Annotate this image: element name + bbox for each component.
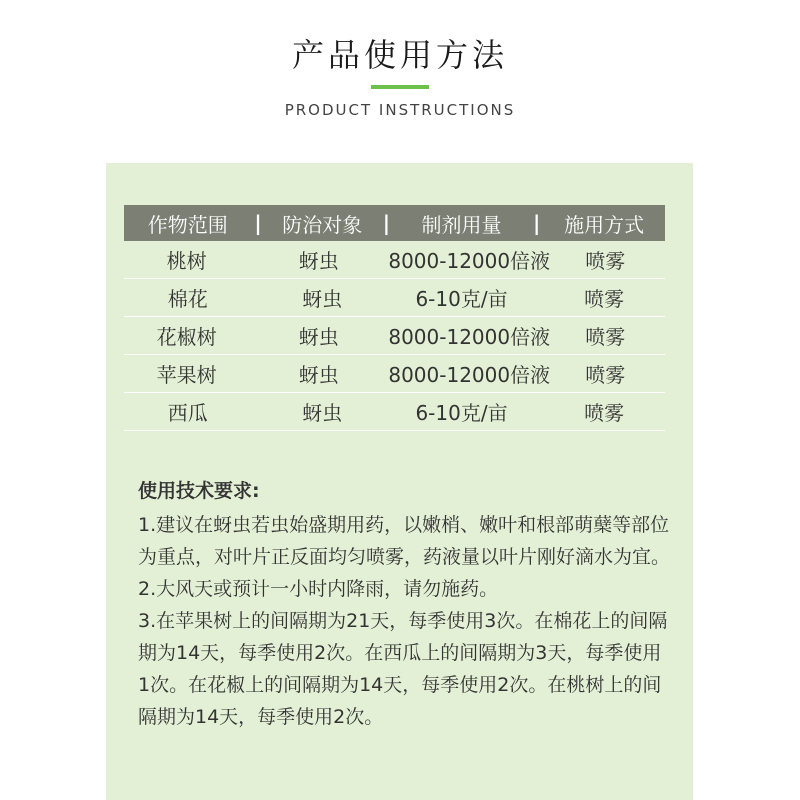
note-item: 1.建议在蚜虫若虫始盛期用药，以嫩梢、嫩叶和根部萌蘖等部位为重点，对叶片正反面均匀喷雾，药液量以叶片刚好滴水为宜。 (138, 514, 671, 568)
cell-method: 喷雾 (585, 325, 626, 349)
cell-method: 喷雾 (585, 249, 626, 273)
notes-heading: 使用技术要求: (138, 480, 260, 502)
cell-target: 蚜虫 (298, 249, 339, 273)
cell-target: 蚜虫 (298, 363, 339, 387)
note-item: 2.大风天或预计一小时内降雨，请勿施药。 (138, 578, 499, 600)
cell-crop: 花椒树 (156, 325, 217, 349)
content-panel (106, 163, 693, 800)
table-header (124, 205, 665, 241)
table-row (124, 279, 665, 317)
table-row (124, 317, 665, 355)
cell-dosage: 8000-12000倍液 (388, 363, 551, 387)
cell-crop: 苹果树 (156, 363, 217, 387)
table-row (124, 393, 665, 431)
note-item: 3.在苹果树上的间隔期为21天，每季使用3次。在棉花上的间隔期为14天，每季使用2次。在西瓜上的间隔期为3天，每季使用1次。在花椒上的间隔期为14天，每季使用2次。在桃树上的间隔期为14天，每季使用2次。 (138, 610, 668, 728)
cell-dosage: 8000-12000倍液 (388, 325, 551, 349)
cell-crop: 桃树 (166, 249, 207, 273)
cell-method: 喷雾 (585, 363, 626, 387)
header-dosage: 制剂用量 (421, 212, 502, 237)
cell-dosage: 8000-12000倍液 (388, 249, 551, 273)
cell-method: 喷雾 (584, 401, 625, 425)
cell-crop: 西瓜 (167, 401, 208, 425)
page-subtitle: PRODUCT INSTRUCTIONS (284, 101, 516, 119)
table-row (124, 355, 665, 393)
header-target: 防治对象 (282, 212, 363, 237)
cell-target: 蚜虫 (298, 325, 339, 349)
cell-method: 喷雾 (584, 287, 625, 311)
header-method: 施用方式 (564, 212, 645, 237)
cell-target: 蚜虫 (302, 287, 343, 311)
header-separator: | (254, 211, 262, 235)
header-crop: 作物范围 (147, 212, 228, 237)
title-accent-bar (371, 85, 429, 89)
cell-crop: 棉花 (167, 287, 208, 311)
cell-target: 蚜虫 (302, 401, 343, 425)
usage-table (124, 205, 665, 431)
usage-notes (138, 475, 673, 733)
header-separator: | (532, 211, 541, 235)
table-row (124, 241, 665, 279)
cell-dosage: 6-10克/亩 (415, 401, 508, 425)
cell-dosage: 6-10克/亩 (415, 287, 508, 311)
page-title: 产品使用方法 (291, 36, 508, 74)
header-separator: | (382, 211, 391, 235)
